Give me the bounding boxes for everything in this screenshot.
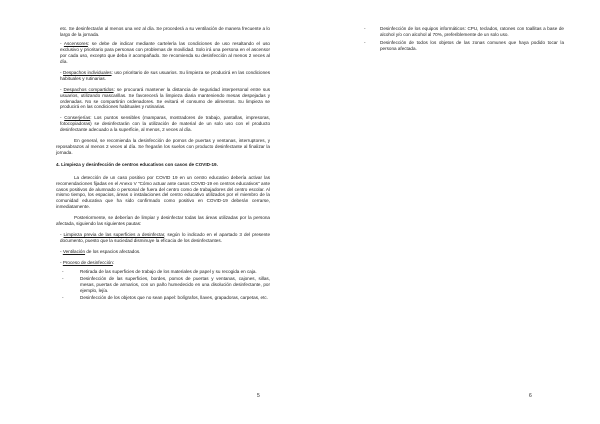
label-despachos-compartidos: Despachos compartidos	[63, 86, 114, 92]
text-conserjerias: : Los puntos sensibles (mamparas, mostradores de trabajo, pantallas, impresoras, fotocopiadoras) se desinfectarán con la utilización de material de un solo uso con el producto desinfectante adecuado a la superficie, al menos, 2 veces al día.	[60, 115, 270, 133]
section-heading: 4. Limpieza y desinfección de centros educativos con casos de COVID-19.	[56, 161, 218, 167]
paragraph-proceso: - Proceso de desinfección:	[60, 259, 115, 265]
paragraph-posteriormente: Posteriormente, se deberían de limpiar y desinfectar todas las áreas utilizadas por la persona afectada, siguiendo las siguientes pautas:	[56, 215, 270, 227]
left-column	[56, 26, 270, 304]
label-conserjerias: Conserjerías	[64, 115, 91, 121]
list-item: - Desinfección de los equipos informáticos: CPU, teclados, ratones con toallitas a base de alcohol y/o con alcohol al 70%, preferiblemente de un solo uso.	[364, 26, 564, 38]
paragraph-continuation: etc. Se desinfectarán al menos una vez al día. Se procederá a su ventilación de manera frecuente a lo largo de la jornada.	[60, 26, 270, 37]
paragraph-ventilacion: - Ventilación de los espacios afectados.	[60, 248, 141, 254]
text-despachos-compartidos: : se procurará mantener la distancia de seguridad interpersonal entre sus usuarios, utilizando mascarillas. Se favorecerá la limpieza diaria manteniendo mesas despejadas y ordenadas. No se compartirán ordenadores. Se evitará el consumo de alimentos. Su limpieza se producirá en las condiciones habituales y rutinarias.	[60, 86, 270, 110]
label-ventilacion: Ventilación	[62, 248, 86, 254]
proceso-list	[62, 269, 270, 301]
text-ascensores: : se debe de indicar mediante cartelería las condiciones de uso resaltando el uso exclusivo y prioritario para personas con problemas de movilidad. Solo irá una persona en el ascensor por cada uso, excepto que deba ir acompañado. Se recomienda su desinfección al menos 2 veces al día.	[60, 41, 270, 65]
list-item: - Retirada de las superficies de trabajo de los materiales de papel y su recogida en caja.	[62, 269, 270, 275]
text-despachos-individuales: : uso prioritario de sus usuarios. Su limpieza se producirá en las condiciones habituales y rutinarias.	[60, 69, 271, 81]
paragraph-general: En general, se recomienda la desinfección de pomos de puertas y ventanas, interruptores, y reposabrazos al menos 2 veces al día. Se fregarán los suelos con producto desinfectante al finalizar la jornada.	[56, 138, 270, 155]
page-right	[300, 0, 600, 424]
paragraph-despachos-compartidos: - Despachos compartidos: se procurará mantener la distancia de seguridad interpersonal entre sus usuarios, utilizando mascarillas. Se favorecerá la limpieza diaria manteniendo mesas despejadas y ordenadas. No se compartirán ordenadores. Se evitará el consumo de alimentos. Su limpieza se producirá en las condiciones habituales y rutinarias.	[60, 86, 270, 110]
paragraph-conserjerias: - Conserjerías: Los puntos sensibles (mamparas, mostradores de trabajo, pantallas, impresoras, fotocopiadoras) se desinfectarán con la utilización de material de un solo uso con el producto desinfectante adecuado a la superficie, al menos, 2 veces al día.	[60, 115, 270, 133]
list-item: - Desinfección de los objetos que no sean papel: bolígrafos, llaves, grapadoras, carpetas, etc.	[62, 295, 270, 301]
label-ascensores: Ascensores	[63, 41, 88, 47]
paragraph-limpieza-previa: - Limpieza previa de las superficies a desinfectar, según lo indicado en el apartado 3 del presente documento, puesto que la suciedad disminuye la eficacia de los desinfectantes.	[60, 231, 270, 243]
list-item: - Desinfección de las superficies, bordes, pomos de puertas y ventanas, cajones, sillas, mesas, puertas de armarios, con un paño humedecido en una disolución desinfectante, por ejemplo, lejía.	[62, 276, 270, 294]
paragraph-despachos-individuales: - Despachos individuales: uso prioritario de sus usuarios. Su limpieza se producirá en las condiciones habituales y rutinarias.	[60, 69, 271, 81]
label-limpieza-previa: Limpieza previa de las superficies a desinfectar	[63, 231, 165, 237]
text-limpieza-previa: , según lo indicado en el apartado 3 del presente documento, puesto que la suciedad disminuye la eficacia de los desinfectantes.	[60, 231, 270, 243]
page-number: 5	[257, 393, 260, 399]
page-number: 6	[529, 393, 532, 399]
paragraph-ascensores: - Ascensores: se debe de indicar mediante cartelería las condiciones de uso resaltando el uso exclusivo y prioritario para personas con problemas de movilidad. Solo irá una persona en el ascensor por cada uso, excepto que deba ir acompañado. Se recomienda su desinfección al menos 2 veces al día.	[60, 41, 270, 65]
equipment-list	[364, 26, 564, 52]
list-item: - Desinfección de todos los objetos de las zonas comunes que haya podido tocar la persona afectada.	[364, 40, 564, 52]
text-proceso: :	[112, 259, 115, 265]
paragraph-deteccion: La detección de un caso positivo por COVID 19 en un centro educativo debería activar las recomendaciones fijadas en el Anexo V "Cómo actuar ante casos COVID-19 en centros educativos" ante casos positivos de alumnado o personal de fuera del centro como de trabajadores del centro escolar. Al mismo tiempo, los espacios, áreas o instalaciones del centro educativo utilizados por el miembro de la comunidad educativa que ha sido confirmado como positivo en COVID-19 deberán cerrarse, inmediatamente.	[56, 174, 270, 210]
label-despachos-individuales: Despachos individuales	[63, 69, 112, 75]
right-column	[364, 26, 564, 55]
label-proceso: Proceso de desinfección	[62, 259, 113, 265]
text-ventilacion: de los espacios afectados.	[85, 248, 141, 254]
